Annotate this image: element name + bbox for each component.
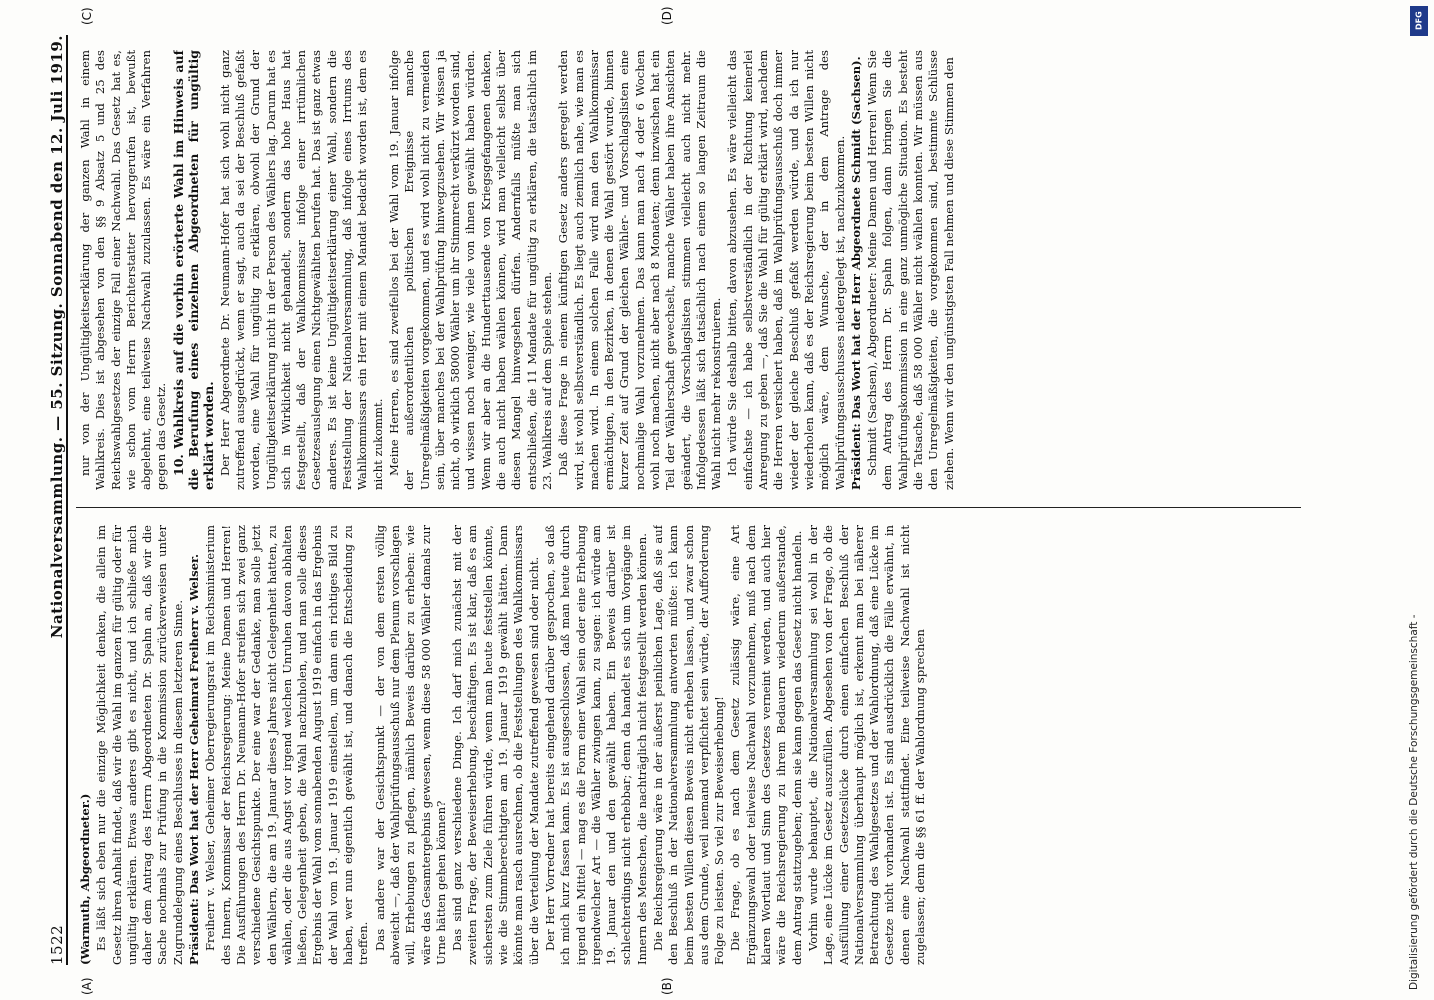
digitization-strip bbox=[1408, 0, 1430, 1000]
speaker-line: Präsident: Das Wort hat der Herr Abgeordnete Schmidt (Sachsen). bbox=[848, 56, 863, 490]
margin-marker-c: (C) bbox=[80, 7, 94, 25]
paragraph: Freiherr v. Welser, Geheimer Oberregierungsrat im Reichsministerium des Innern, Kommissar der Reichsregierung: Meine Damen und Herren! Die Ausführungen des Herrn Dr. Neumann-Hofer streifen sich zwei ganz verschiedene Gesichtspunkte. Der eine war der Gedanke, man solle jetzt den Wählern, die am 19. Januar dieses Jahres nicht Gelegenheit hatten, zu wählen, oder die aus Angst vor irgend welchen Unruhen davon abhalten ließen, Gelegenheit geben, die Wahl nachzuholen, und man solle dieses Ergebnis der Wahl vom sonnabenden August 1919 einfach in das Ergebnis der Wahl vom 19. Januar 1919 einstellen, um dann ein richtiges Bild zu haben, wer nun eigentlich gewählt ist, und danach die Entscheidung zu treffen. bbox=[203, 525, 371, 965]
paragraph: Meine Herren, es sind zweifellos bei der Wahl vom 19. Januar infolge der außerordentlichen politischen Ereignisse manche Unregelmäßigkeiten vorgekommen, und es wird wohl nicht zu vermeiden sein, über manches bei der Wahlprüfung hinwegzusehen. Wir wissen ja nicht, ob wirklich 58000 Wähler um ihr Stimmrecht verkürzt worden sind, und wissen noch weniger, wie viele von ihnen gewählt haben würden. Wenn wir aber an die Hunderttausende von Kriegsgefangenen denken, die auch nicht haben wählen können, wird man vielleicht selbst über diesen Mangel hinwegsehen dürfen. Andernfalls müßte man sich entschließen, die 11 Mandate für ungültig zu erklären, die tatsächlich im 23. Wahlkreis auf dem Spiele stehen. bbox=[386, 50, 554, 490]
right-column bbox=[78, 50, 1298, 490]
margin-marker-a: (A) bbox=[80, 977, 94, 995]
running-title: Nationalversammlung. — 55. Sitzung. Sonnabend den 12. Juli 1919. bbox=[48, 35, 66, 639]
paragraph: nur von der Ungültigkeitserklärung der ganzen Wahl in einem Wahlkreis. Dies ist abgesehen von den §§ 9 Absatz 5 und 25 des Reichswahlgesetzes der einzige Fall einer Nachwahl. Das Gesetz hat es, wie schon vom Herrn Berichterstatter hervorgerufen ist, bewußt abgelehnt, eine teilweise Nachwahl zuzulassen. Es wäre ein Verfahren gegen das Gesetz. bbox=[78, 50, 169, 490]
paragraph: Ich würde Sie deshalb bitten, davon abzusehen. Es wäre vielleicht das einfachste — ich habe selbstverständlich in der Richtung keinerlei Anregung zu geben —, daß Sie die Wahl für gültig erklärt wird, nachdem die Herren versichert haben, daß im Wahlprüfungsausschuß doch immer wieder der gleiche Beschluß gefaßt werden würde, und da ich nur wiederholen kann, daß es der Reichsregierung beim besten Willen nicht möglich wäre, dem Wunsche, der in dem Antrage des Wahlprüfungsausschusses niedergelegt ist, nachzukommen. bbox=[725, 50, 847, 490]
margin-marker-d: (D) bbox=[660, 6, 674, 25]
left-column bbox=[78, 525, 1298, 965]
paragraph: Daß diese Frage in einem künftigen Gesetz anders geregelt werden wird, ist wohl selbstverständlich. Es liegt auch ziemlich nahe, wie man es machen wird. In einem solchen Falle wird man den Wahlkommissar ermächtigen, in den Bezirken, in denen die Wahl gestört wurde, binnen kurzer Zeit auf Grund der gleichen Wähler- und Vorschlagslisten eine nochmalige Wahl vorzunehmen. Das kann man nach 4 oder 6 Wochen wohl noch machen, nicht aber nach 8 Monaten; denn inzwischen hat ein Teil der Wählerschaft gewechselt, manche Wähler haben ihre Ansichten geändert, die Vorschlagslisten stimmen vielleicht auch nicht mehr. Infolgedessen läßt sich tatsächlich nach einem so langen Zeitraum die Wahl nicht mehr rekonstruieren. bbox=[556, 50, 724, 490]
digitization-note: Digitalisierung gefördert durch die Deutsche Forschungsgemeinschaft - bbox=[1408, 614, 1420, 990]
paragraph: Vorhin wurde behauptet, die Nationalversammlung sei wohl in der Lage, eine Lücke im Gesetz auszufüllen. Abgesehen von der Frage, ob die Ausfüllung einer Gesetzeslücke durch einen einfachen Beschluß der Nationalversammlung überhaupt möglich ist, erkennt man bei näherer Betrachtung des Wahlgesetzes und der Wahlordnung, daß eine Lücke im Gesetze nicht vorhanden ist. Es sind ausdrücklich die Fälle erwähnt, in denen eine Nachwahl stattfindet. Eine teilweise Nachwahl ist nicht zugelassen; denn die §§ 61 ff. der Wahlordnung sprechen bbox=[805, 525, 928, 965]
paragraph: Schmidt (Sachsen), Abgeordneter: Meine Damen und Herren! Wenn Sie dem Antrag des Herrn Dr. Spahn folgen, dann bringen Sie die Wahlprüfungskommission in eine ganz unmögliche Situation. Es besteht die Tatsache, daß 58 000 Wähler nicht wählen konnten. Wir müssen aus den Unregelmäßigkeiten, die vorgekommen sind, bestimmte Schlüsse ziehen. Wenn wir den ungünstigsten Fall nehmen und diese Stimmen den bbox=[865, 50, 956, 490]
paragraph: Der Herr Vorredner hat bereits eingehend darüber gesprochen, so daß ich mich kurz fassen kann. Es ist ausgeschlossen, daß man heute durch irgend ein Mittel — mag es die Form einer Wahl sein oder eine Erhebung irgendwelcher Art — die Wähler zwingen kann, zu sagen: ich würde am 19. Januar den und den gewählt haben. Ein Beweis darüber ist schlechterdings nicht erhebbar; denn da handelt es sich um Vorgänge im Innern des Menschen, die nachträglich nicht festgestellt werden können. bbox=[542, 525, 649, 965]
margin-marker-b: (B) bbox=[660, 977, 674, 995]
paragraph: Die Frage, ob es nach dem Gesetz zulässig wäre, eine Art Ergänzungswahl oder teilweise Nachwahl vorzunehmen, muß nach dem klaren Wortlaut und Sinn des Gesetzes verneint werden, und auch hier wäre die Reichsregierung zu ihrem Bedauern wiederum außerstande, dem Antrag stattzugeben; denn sie kann gegen das Gesetz nicht handeln. bbox=[728, 525, 804, 965]
paragraph: Es läßt sich eben nur die einzige Möglichkeit denken, die allein im Gesetz ihren Anhalt findet, daß wir die Wahl im ganzen für gültig oder für ungültig erklären. Etwas anderes gibt es nicht, und ich schließe mich daher dem Antrag des Herrn Abgeordneten Dr. Spahn an, daß wir die Sache nochmals zur Prüfung in die Kommission zurückverweisen unter Zugrundelegung eines Beschlusses in diesem letzteren Sinne. bbox=[94, 525, 185, 965]
paragraph: Die Reichsregierung wäre in der äußerst peinlichen Lage, daß sie auf den Beschluß in der Nationalversammlung antworten müßte: ich kann beim besten Willen diesen Beweis nicht erheben lassen, und zwar schon aus dem Grunde, weil niemand verpflichtet sein würde, der Aufforderung Folge zu leisten. So viel zur Beweiserhebung! bbox=[650, 525, 727, 965]
paragraph: Der Herr Abgeordnete Dr. Neumann-Hofer hat sich wohl nicht ganz zutreffend ausgedrückt, wenn er sagt, auch da sei der Beschluß gefaßt worden, eine Wahl für ungültig zu erklären, obwohl der Grund der Ungültigkeitserklärung nicht in der Person des Wählers lag. Darum hat es sich in Wirklichkeit nicht gehandelt, sondern das hohe Haus hat festgestellt, daß der Wahlkommissar infolge einer irrtümlichen Gesetzesauslegung einen Nichtgewählten berufen hat. Das ist ganz etwas anderes. Es ist keine Ungültigkeitserklärung einer Wahl, sondern die Feststellung der Nationalversammlung, daß infolge eines Irrtums des Wahlkommissars ein Herr mit einem Mandat bedacht worden ist, dem es nicht zukommt. bbox=[217, 50, 385, 490]
page-number: 1522 bbox=[48, 924, 66, 965]
speaker-line: (Warmuth, Abgeordneter.) bbox=[78, 793, 92, 965]
column-divider bbox=[76, 507, 1301, 508]
dfg-logo: DFG bbox=[1410, 6, 1428, 36]
paragraph: Das andere war der Gesichtspunkt — der von dem ersten völlig abweicht —, daß der Wahlprüfungsausschuß nur dem Plenum vorschlagen will, Erhebungen zu pflegen, nämlich Beweis darüber zu erheben: wie wäre das Gesamtergebnis gewesen, wenn diese 58 000 Wähler damals zur Urne hätten gehen können? bbox=[372, 525, 448, 965]
speaker-line: Präsident: Das Wort hat der Herr Geheimrat Freiherr v. Welser. bbox=[187, 553, 202, 965]
section-heading: 10. Wahlkreis auf die vorhin erörterte Wahl im Hinweis auf die Berufung eines einzelnen Abgeordneten für ungültig erklärt worden. bbox=[170, 50, 217, 490]
page-header bbox=[40, 35, 68, 965]
paragraph: Das sind ganz verschiedene Dinge. Ich darf mich zunächst mit der zweiten Frage, der Beweiserhebung, beschäftigen. Es ist klar, daß es am sichersten zum Ziele führen würde, wenn man heute feststellen könnte, wie die Stimmberechtigten am 19. Januar 1919 gewählt hätten. Dann könnte man rasch ausrechnen, ob die Feststellungen des Wahlkommissars über die Verteilung der Mandate zutreffend gewesen sind oder nicht. bbox=[450, 525, 541, 965]
rotated-document bbox=[40, 6, 1310, 995]
